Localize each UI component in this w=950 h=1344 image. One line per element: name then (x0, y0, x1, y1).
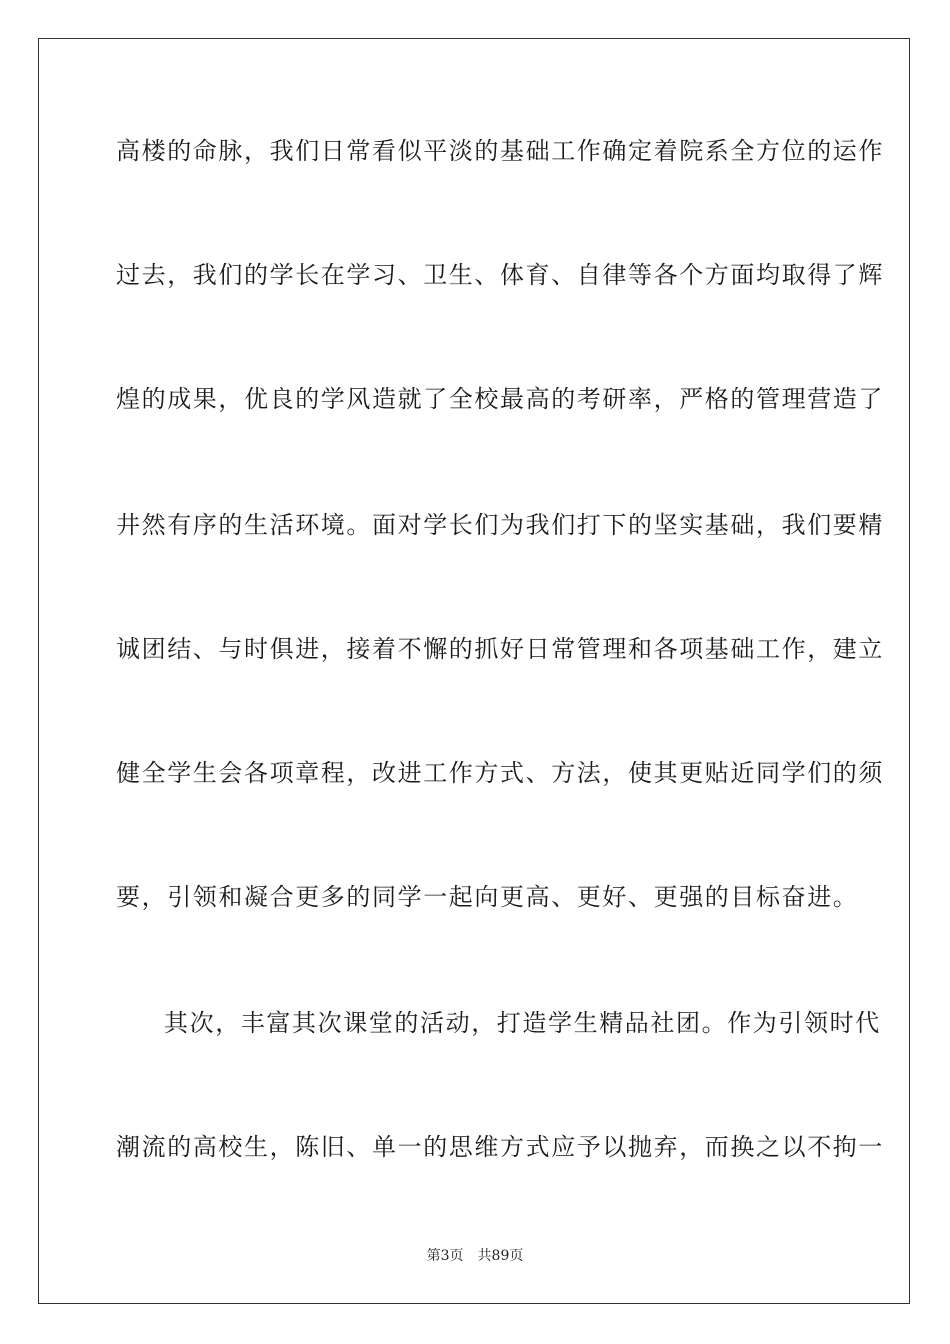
body-text-line: 诚团结、与时俱进，接着不懈的抓好日常管理和各项基础工作，建立 (116, 635, 884, 663)
body-text-line: 要，引领和凝合更多的同学一起向更高、更好、更强的目标奋进。 (116, 883, 859, 911)
page-number-total: 共89页 (477, 1248, 524, 1264)
body-text-line: 井然有序的生活环境。面对学长们为我们打下的坚实基础，我们要精 (116, 511, 884, 539)
body-text-line: 健全学生会各项章程，改进工作方式、方法，使其更贴近同学们的须 (116, 759, 884, 787)
paragraph-start-line: 其次，丰富其次课堂的活动，打造学生精品社团。作为引领时代 (164, 1009, 881, 1037)
body-text-line: 过去，我们的学长在学习、卫生、体育、自律等各个方面均取得了辉 (116, 261, 884, 289)
page-border (38, 38, 910, 1304)
page-number-current: 第3页 (426, 1248, 464, 1264)
body-text-line: 潮流的高校生，陈旧、单一的思维方式应予以抛弃，而换之以不拘一 (116, 1133, 884, 1161)
body-text-line: 煌的成果，优良的学风造就了全校最高的考研率，严格的管理营造了 (116, 385, 884, 413)
page-footer (0, 1246, 950, 1266)
body-text-line: 高楼的命脉，我们日常看似平淡的基础工作确定着院系全方位的运作 (116, 137, 884, 165)
